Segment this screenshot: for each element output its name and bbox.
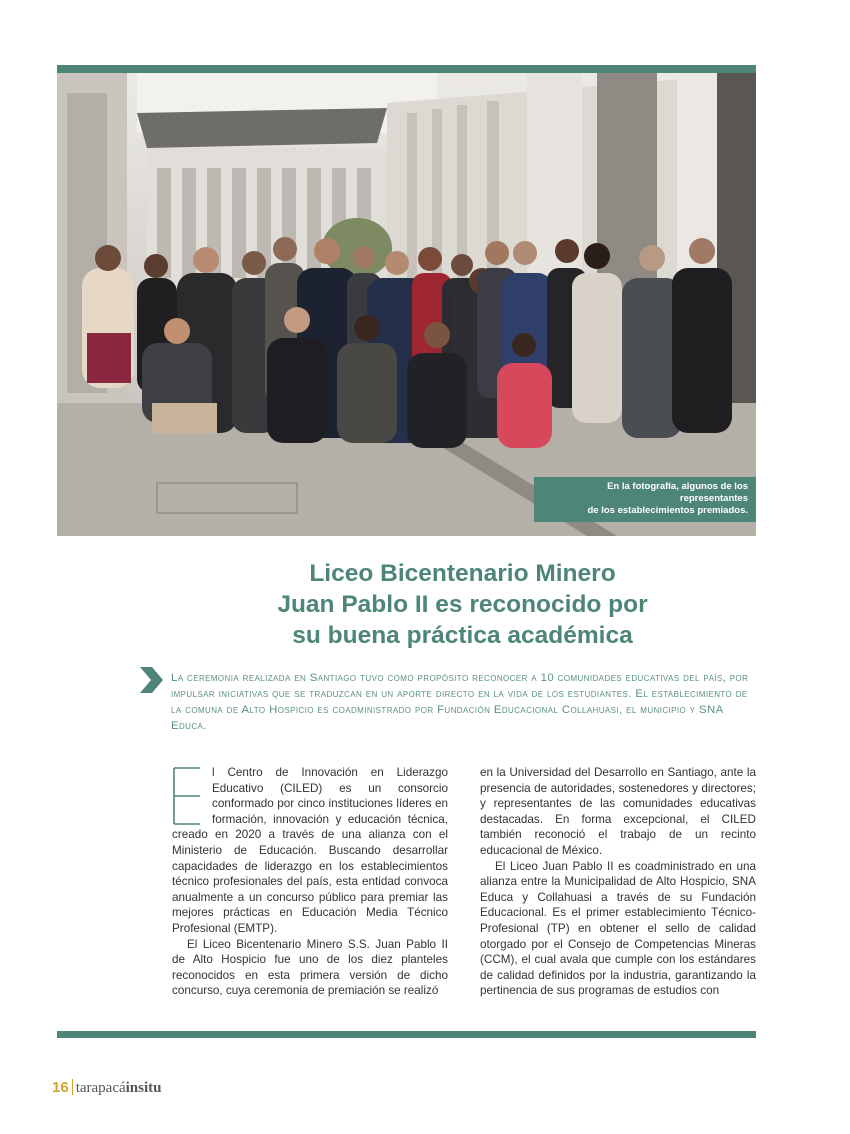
chevron-right-icon <box>138 665 164 695</box>
magazine-name-part1: tarapacá <box>75 1080 126 1096</box>
article-title-line2: Juan Pablo II es reconocido por <box>277 591 648 618</box>
paragraph-3: en la Universidad del Desarrollo en Santiago, ante la presencia de autoridades, sostenedores y directores; y representantes de las comunidades educativas destacadas. En forma excepcional, el CILED también reconoció el trabajo de un recinto educacional de México. <box>480 766 756 857</box>
group-photo <box>57 73 756 536</box>
page-footer <box>52 1079 162 1097</box>
drop-cap <box>172 767 202 825</box>
article-column-1 <box>172 765 448 999</box>
photo-caption-line2: de los establecimientos premiados. <box>587 505 748 516</box>
article-lead: La ceremonia realizada en Santiago tuvo como propósito reconocer a 10 comunidades educativas del país, por impulsar iniciativas que se traduzcan en un aporte directo en la vida de los estudiantes. El establecimiento de la comuna de Alto Hospicio es coadministrado por Fundación Educacional Collahuasi, el municipio y SNA Educa. <box>171 672 749 732</box>
article-title-line3: su buena práctica académica <box>292 622 633 649</box>
photo-caption <box>534 477 756 522</box>
top-accent-bar <box>57 65 756 73</box>
article-column-2 <box>480 765 756 999</box>
bottom-accent-bar <box>57 1031 756 1038</box>
paragraph-1: l Centro de Innovación en Liderazgo Educativo (CILED) es un consorcio conformado por cinco instituciones líderes en formación, innovación y educación técnica, creado en 2020 a través de una alianza con el Ministerio de Educación. Buscando desarrollar capacidades de liderazgo en los establecimientos técnico profesionales del país, esta entidad convoca anualmente a un concurso público para premiar las mejores prácticas en Educación Media Técnico Profesional (EMTP). <box>172 766 448 935</box>
footer-divider <box>72 1079 73 1095</box>
photo-illustration <box>57 73 756 536</box>
page-number: 16 <box>52 1079 69 1096</box>
drop-cap-letter-icon <box>172 767 202 825</box>
paragraph-2: El Liceo Bicentenario Minero S.S. Juan Pablo II de Alto Hospicio fue uno de los diez planteles reconocidos en esta primera versión de dicho concurso, cuya ceremonia de premiación se realizó <box>172 937 448 998</box>
photo-caption-line1: En la fotografía, algunos de los representantes <box>607 481 748 504</box>
article-title-line1: Liceo Bicentenario Minero <box>309 560 616 587</box>
paragraph-4: El Liceo Juan Pablo II es coadministrado en una alianza entre la Municipalidad de Alto Hospicio, SNA Educa y Collahuasi a través de su Fundación Educacional. Es el primer establecimiento Técnico-Profesional (TP) en obtener el sello de calidad otorgado por el Consejo de Competencias Mineras (CCM), el cual avala que cumple con los estándares de calidad definidos por la industria, garantizando la pertinencia de sus programas de estudios con <box>480 859 756 998</box>
article-title <box>255 558 670 651</box>
magazine-name-part2: insitu <box>125 1080 162 1096</box>
